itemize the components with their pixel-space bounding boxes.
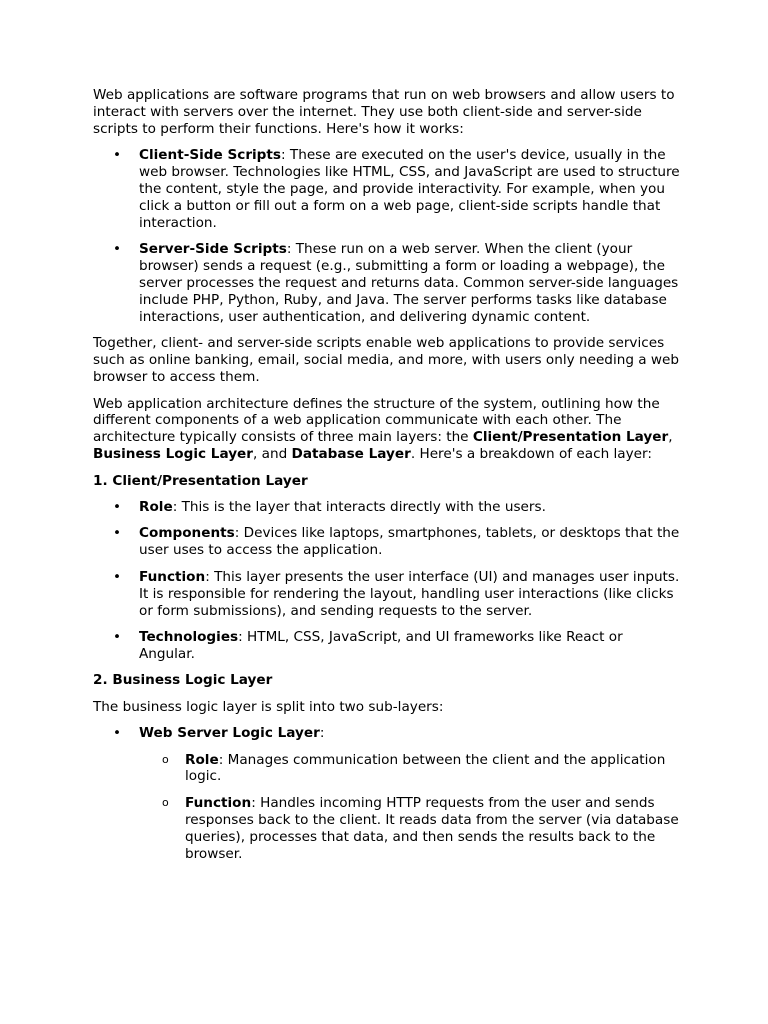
list-item-client-side-scripts	[93, 147, 681, 232]
term-sub-function: Function	[185, 794, 252, 811]
desc-function: : This layer presents the user interface (UI) and manages user inputs. It is responsible for rendering the layout, handling user interactions (like clicks or form submissions), and sending requests to the server.	[139, 568, 680, 619]
bullet-icon: •	[113, 241, 122, 258]
together-paragraph: Together, client- and server-side scripts enable web applications to provide services such as online banking, email, social media, and more, with users only needing a web browser to access them.	[93, 335, 680, 386]
list-item-function	[93, 569, 681, 620]
web-server-logic-sublist	[139, 752, 681, 863]
term-server-side-scripts: Server-Side Scripts	[139, 241, 287, 258]
list-item-components	[93, 525, 681, 559]
section-1-heading	[93, 473, 681, 490]
term-technologies: Technologies	[139, 628, 239, 645]
architecture-sep-1: ,	[668, 429, 673, 446]
section-2-heading-text: 2. Business Logic Layer	[93, 672, 273, 689]
term-client-side-scripts: Client-Side Scripts	[139, 147, 281, 164]
desc-web-server-logic-layer: :	[319, 725, 325, 742]
architecture-sep-2: , and	[253, 446, 292, 463]
desc-client-side-scripts: : These are executed on the user's device, usually in the web browser. Technologies like HTML, CSS, and JavaScript are used to structure the content, style the page, and provide interactivity. For example, when you click a button or fill out a form on a web page, client-side scripts handle that interaction.	[139, 147, 680, 231]
list-item-server-side-scripts	[93, 241, 681, 326]
desc-sub-function: : Handles incoming HTTP requests from the user and sends responses back to the client. It reads data from the server (via database queries), processes that data, and then sends the results back to the browser.	[185, 794, 679, 862]
document-page	[93, 87, 681, 872]
term-components: Components	[139, 525, 235, 542]
scripts-list	[93, 147, 681, 326]
architecture-layer-2: Business Logic Layer	[93, 446, 253, 463]
desc-sub-role: : Manages communication between the client and the application logic.	[185, 751, 666, 785]
architecture-layer-3: Database Layer	[291, 446, 411, 463]
bullet-icon: •	[113, 628, 122, 645]
term-function: Function	[139, 568, 206, 585]
architecture-text-2: . Here's a breakdown of each layer:	[410, 446, 652, 463]
architecture-layer-1: Client/Presentation Layer	[472, 429, 669, 446]
desc-role: : This is the layer that interacts directly with the users.	[172, 499, 546, 516]
intro-paragraph: Web applications are software programs that run on web browsers and allow users to interact with servers over the internet. They use both client-side and server-side scripts to perform their functions. Here's how it works:	[93, 87, 675, 137]
section-1-heading-text: 1. Client/Presentation Layer	[93, 472, 308, 489]
term-sub-role: Role	[185, 751, 219, 768]
architecture-text-1: Web application architecture defines the structure of the system, outlining how the different components of a web application communicate with each other. The architecture typically consists of three main layers: the	[93, 395, 660, 446]
bullet-icon: •	[113, 725, 122, 742]
list-item-role	[93, 499, 681, 516]
desc-components: : Devices like laptops, smartphones, tablets, or desktops that the user uses to access the application.	[139, 525, 680, 559]
desc-server-side-scripts: : These run on a web server. When the client (your browser) sends a request (e.g., submitting a form or loading a webpage), the server processes the request and returns data. Common server-side languages include PHP, Python, Ruby, and Java. The server performs tasks like database interactions, user authentication, and delivering dynamic content.	[139, 241, 679, 325]
bullet-icon: •	[113, 499, 122, 516]
sublist-item-function	[139, 795, 681, 863]
list-item-web-server-logic-layer	[93, 725, 681, 862]
term-role: Role	[139, 499, 173, 516]
bullet-icon: •	[113, 525, 122, 542]
sublist-item-role	[139, 752, 681, 786]
bullet-icon: •	[113, 568, 122, 585]
section-1-list	[93, 499, 681, 663]
section-2-intro: The business logic layer is split into two sub-layers:	[93, 698, 444, 715]
architecture-paragraph	[93, 396, 681, 464]
bullet-icon: •	[113, 147, 122, 164]
desc-technologies: : HTML, CSS, JavaScript, and UI frameworks like React or Angular.	[139, 628, 623, 662]
circle-bullet-icon: o	[162, 752, 169, 766]
list-item-technologies	[93, 629, 681, 663]
circle-bullet-icon: o	[162, 795, 169, 809]
section-2-list	[93, 725, 681, 862]
section-2-heading	[93, 672, 681, 689]
term-web-server-logic-layer: Web Server Logic Layer	[139, 725, 320, 742]
